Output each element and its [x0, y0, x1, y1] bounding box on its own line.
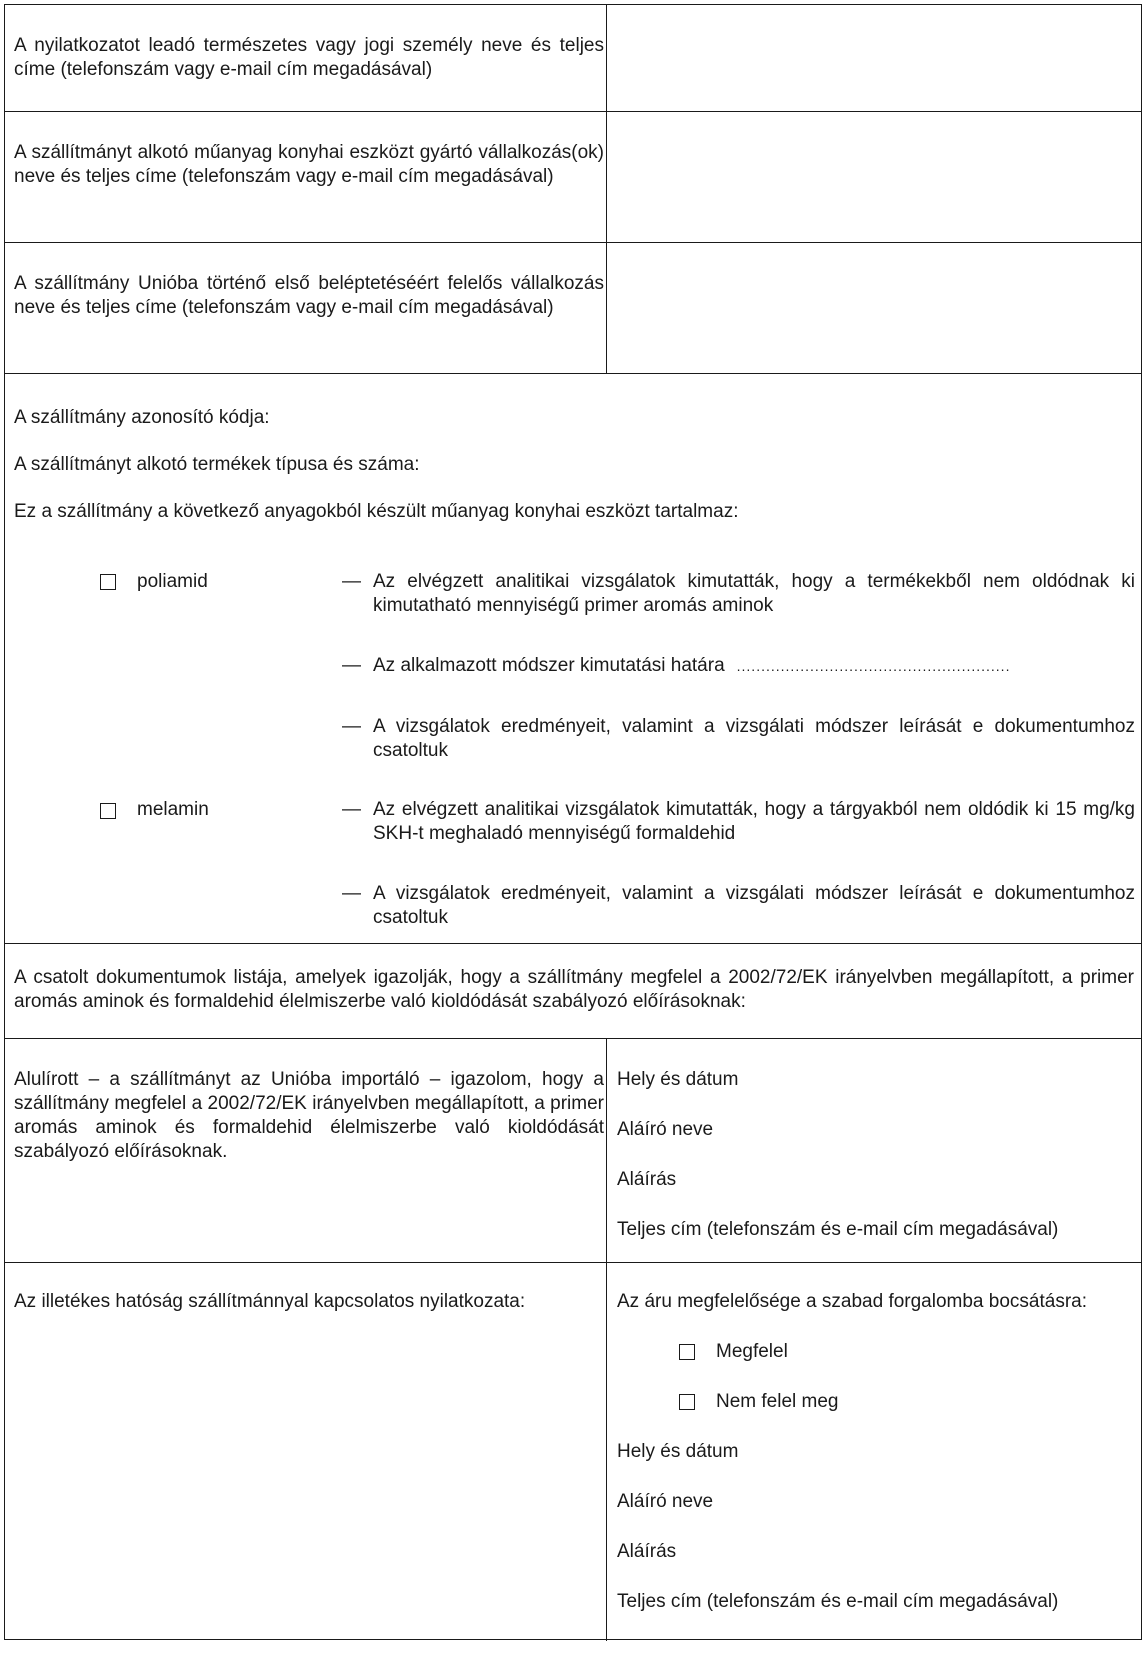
- melamine-item-1: Az elvégzett analitikai vizsgálatok kimutatták, hogy a tárgyakból nem oldódik ki 15 mg/kg SKH-t meghaladó mennyiségű formaldehid: [373, 799, 1135, 844]
- authority-signer-name: Aláíró neve: [617, 1491, 714, 1512]
- first-entry-label: A szállítmány Unióba történő első beléptetéséért felelős vállalkozás neve és teljes címe (telefonszám vagy e-mail cím megadásával): [14, 273, 604, 318]
- compliance-title: Az áru megfelelősége a szabad forgalomba bocsátásra:: [617, 1291, 1087, 1312]
- dash: —: [342, 716, 361, 737]
- polyamide-item-3: A vizsgálatok eredményeit, valamint a vizsgálati módszer leírását e dokumentumhoz csatoltuk: [373, 716, 1135, 761]
- divider: [5, 943, 1141, 944]
- divider: [5, 111, 1141, 112]
- declarant-label: A nyilatkozatot leadó természetes vagy jogi személy neve és teljes címe (telefonszám vagy e-mail cím megadásával): [14, 35, 604, 80]
- melamine-checkbox[interactable]: [100, 803, 116, 819]
- melamine-label: melamin: [137, 799, 209, 820]
- dash: —: [342, 655, 361, 676]
- melamine-item-2: A vizsgálatok eredményeit, valamint a vizsgálati módszer leírását e dokumentumhoz csatoltuk: [373, 883, 1135, 928]
- polyamide-checkbox[interactable]: [100, 574, 116, 590]
- column-divider: [606, 1038, 607, 1641]
- consignment-id-label: A szállítmány azonosító kódja:: [14, 407, 270, 428]
- column-divider: [606, 5, 607, 373]
- dash: —: [342, 571, 361, 592]
- polyamide-item-2: Az alkalmazott módszer kimutatási határa ........................................................: [373, 654, 1135, 678]
- importer-signer-name: Aláíró neve: [617, 1119, 714, 1140]
- compliant-checkbox[interactable]: [679, 1344, 695, 1360]
- consignment-products-label: A szállítmányt alkotó termékek típusa és száma:: [14, 454, 420, 475]
- materials-intro-label: Ez a szállítmány a következő anyagokból készült műanyag konyhai eszközt tartalmaz:: [14, 501, 739, 522]
- compliant-label: Megfelel: [716, 1341, 788, 1362]
- authority-place-date: Hely és dátum: [617, 1441, 739, 1462]
- authority-full-address: Teljes cím (telefonszám és e-mail cím megadásával): [617, 1591, 1059, 1612]
- detection-limit-dots: ........................................................: [736, 658, 1011, 674]
- dash: —: [342, 799, 361, 820]
- non-compliant-checkbox[interactable]: [679, 1394, 695, 1410]
- declaration-form: [4, 4, 1142, 1640]
- authority-signature: Aláírás: [617, 1541, 677, 1562]
- importer-statement: Alulírott – a szállítmányt az Unióba importáló – igazolom, hogy a szállítmány megfelel a 2002/72/EK irányelvben megállapított, a primer aromás aminok és formaldehid élelmiszerbe való kioldódását szabályozó előírásoknak.: [14, 1069, 604, 1162]
- polyamide-item-1: Az elvégzett analitikai vizsgálatok kimutatták, hogy a termékekből nem oldódnak ki kimutatható mennyiségű primer aromás aminok: [373, 571, 1135, 616]
- non-compliant-label: Nem felel meg: [716, 1391, 839, 1412]
- divider: [5, 373, 1141, 374]
- divider: [5, 1262, 1141, 1263]
- dash: —: [342, 883, 361, 904]
- importer-full-address: Teljes cím (telefonszám és e-mail cím megadásával): [617, 1219, 1059, 1240]
- divider: [5, 242, 1141, 243]
- importer-place-date: Hely és dátum: [617, 1069, 739, 1090]
- manufacturer-label: A szállítmányt alkotó műanyag konyhai eszközt gyártó vállalkozás(ok) neve és teljes címe (telefonszám vagy e-mail cím megadásával): [14, 142, 604, 187]
- divider: [5, 1038, 1141, 1039]
- importer-signature: Aláírás: [617, 1169, 677, 1190]
- attached-documents-label: A csatolt dokumentumok listája, amelyek igazolják, hogy a szállítmány megfelel a 2002/72/EK irányelvben megállapított, a primer aromás aminok és formaldehid élelmiszerbe való kioldódását szabályozó előírásoknak:: [14, 967, 1134, 1012]
- authority-statement: Az illetékes hatóság szállítmánnyal kapcsolatos nyilatkozata:: [14, 1291, 526, 1312]
- polyamide-label: poliamid: [137, 571, 208, 592]
